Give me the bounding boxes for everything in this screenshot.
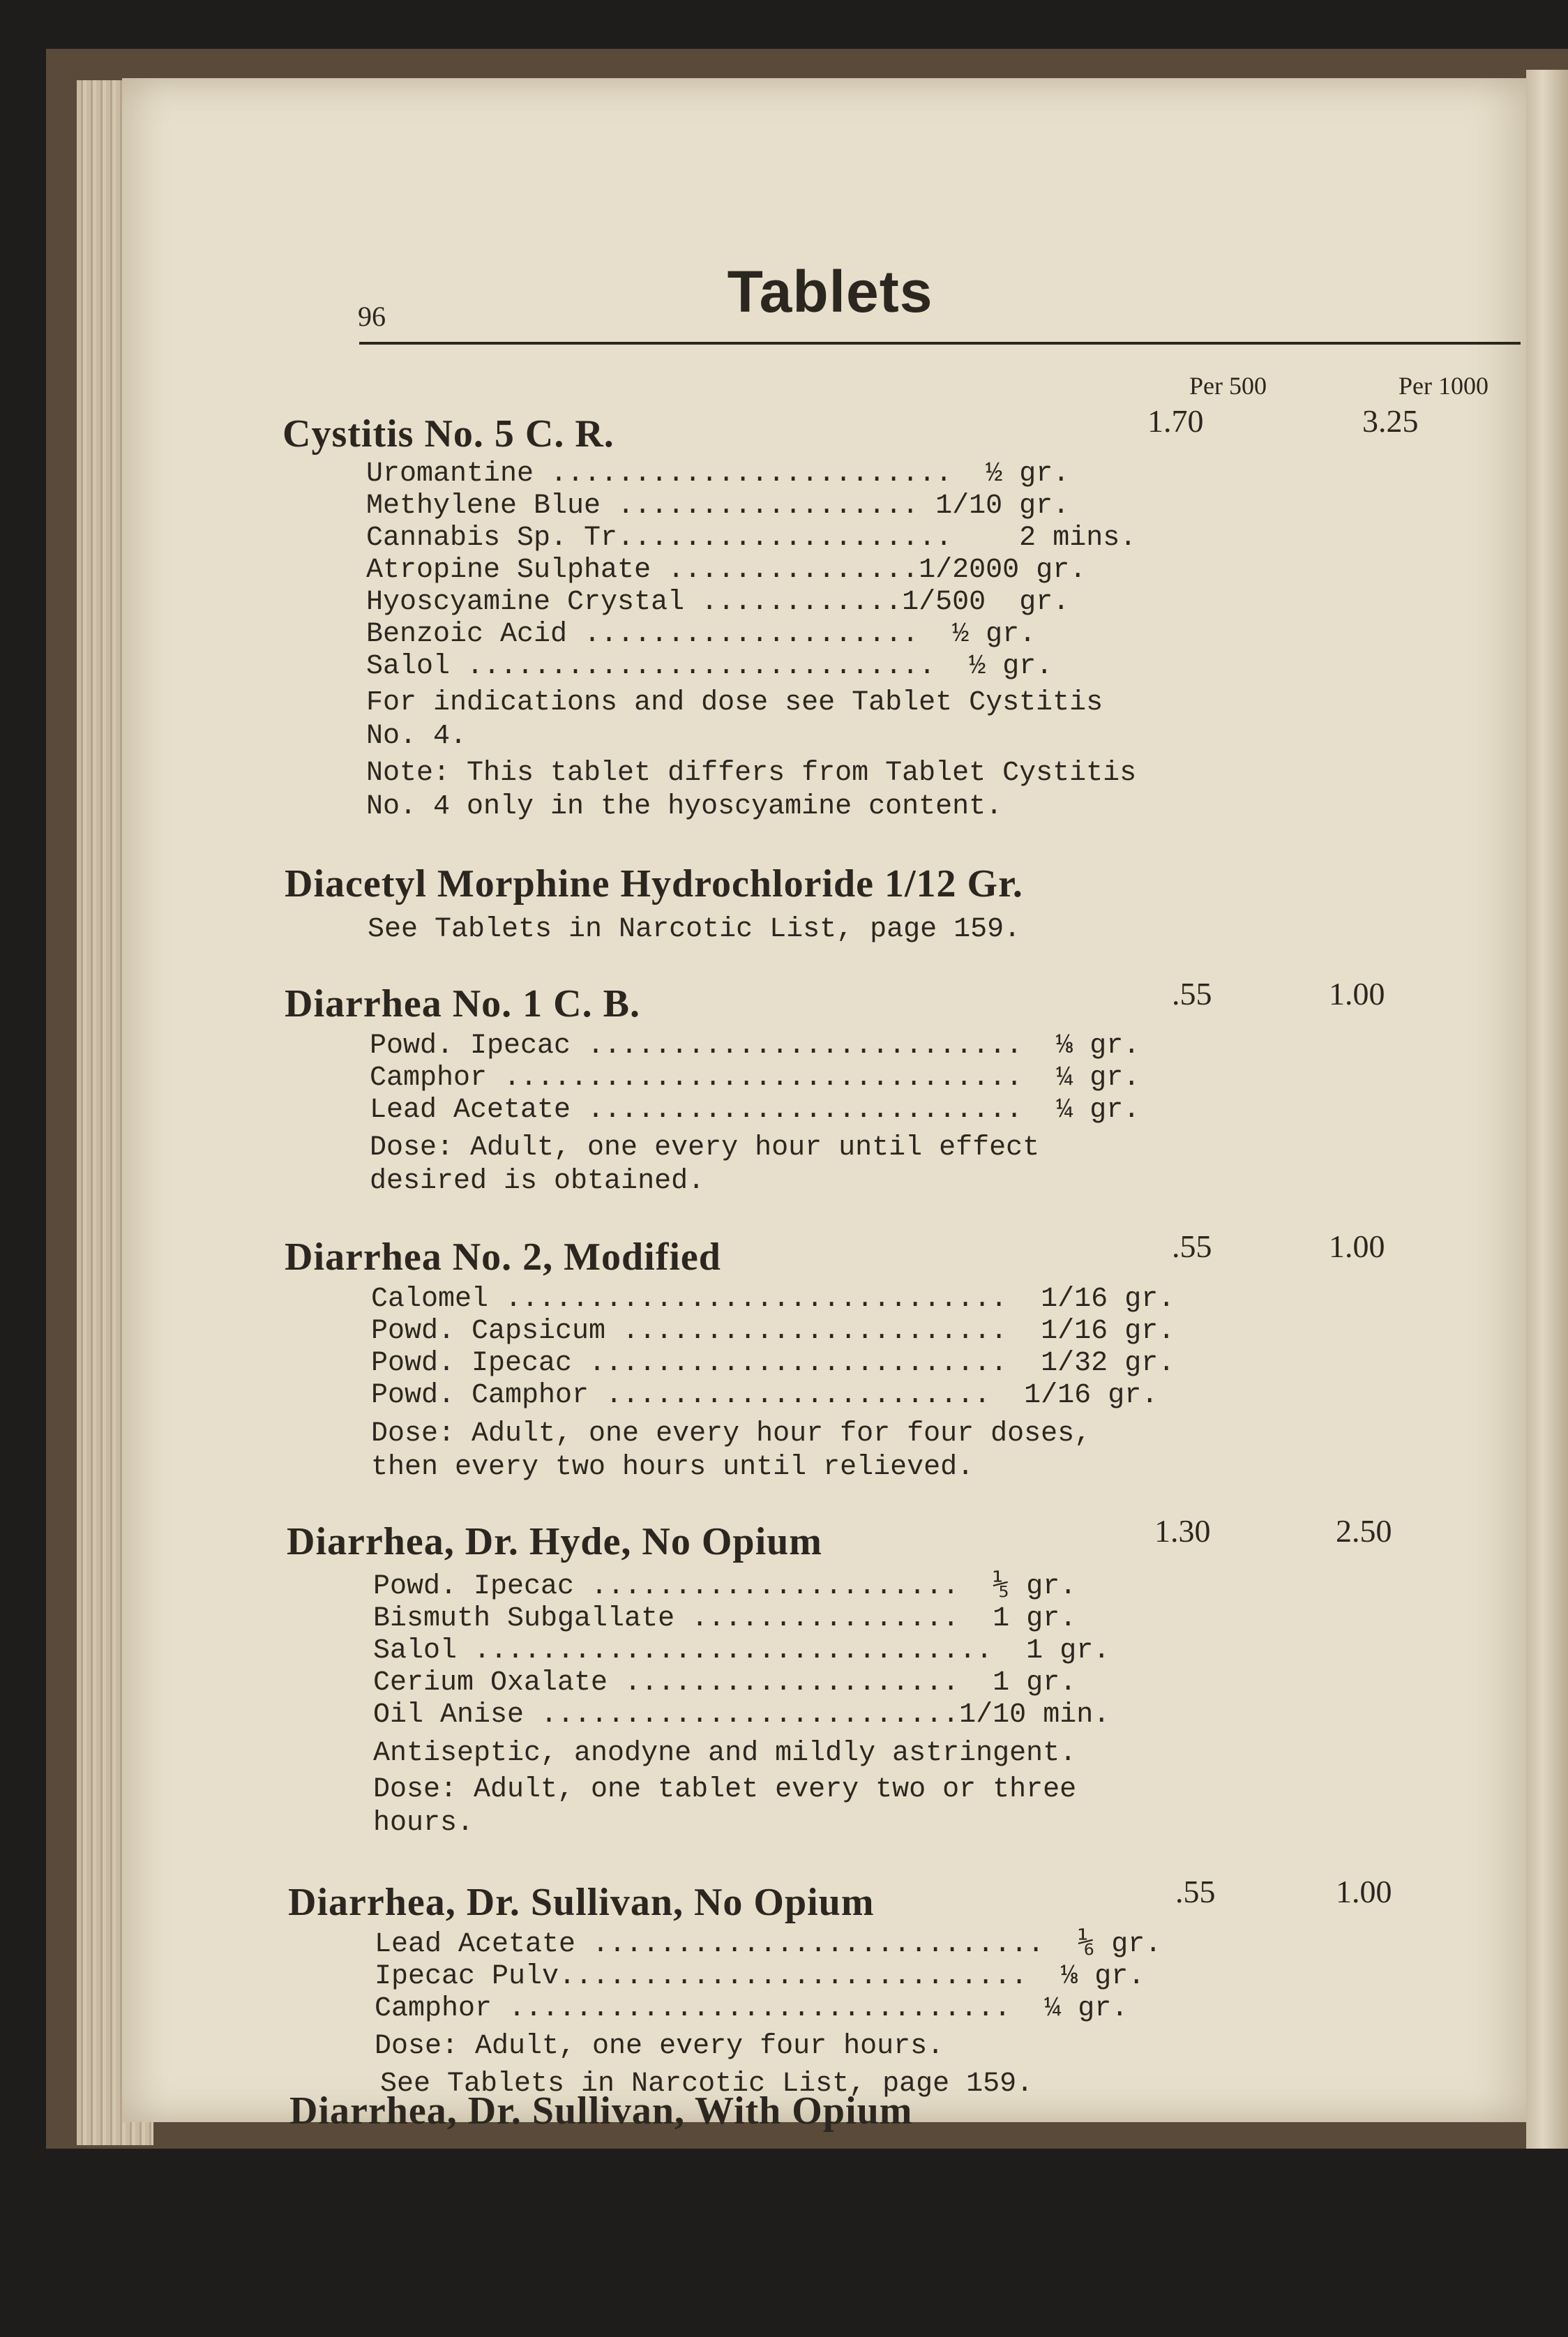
entry-note: Note: This tablet differs from Tablet Cystitis No. 4 only in the hyoscyamine content. [366, 758, 1137, 822]
entry-note: Dose: Adult, one every hour for four doses, then every two hours until relieved. [371, 1418, 1092, 1483]
entry-note: Dose: Adult, one every hour until effect desired is obtained. [370, 1132, 1040, 1197]
column-header-per500: Per 500 [1189, 372, 1267, 400]
ingredient-unit: gr. [1026, 1667, 1077, 1699]
ingredient-unit: gr. [1019, 490, 1070, 522]
ingredient-name: Calomel [371, 1284, 489, 1315]
ingredient-name: Camphor [375, 1993, 492, 2024]
entry-note: Dose: Adult, one tablet every two or three hours. [373, 1774, 1077, 1839]
ingredient-name: Camphor [370, 1062, 488, 1094]
ingredient-name: Salol [366, 651, 451, 682]
header-rule [359, 342, 1521, 345]
ingredient-unit: gr. [1060, 1635, 1110, 1667]
ingredient-line: Uromantine ........................ ½ gr. [366, 458, 1070, 490]
ingredient-unit: min. [1043, 1699, 1110, 1731]
entry-note: Antiseptic, anodyne and mildly astringent. [373, 1738, 1077, 1769]
ingredient-amount: 1/32 [1041, 1348, 1108, 1379]
entry-title: Diarrhea, Dr. Sullivan, With Opium [289, 2089, 913, 2133]
page-title: Tablets [727, 259, 933, 324]
ingredient-amount: 1/16 [1041, 1284, 1108, 1315]
price-per500: .55 [1172, 976, 1212, 1012]
ingredient-unit: gr. [1026, 1571, 1077, 1602]
ingredient-unit: gr. [1019, 458, 1070, 490]
ingredient-unit: gr. [1019, 587, 1070, 618]
price-per1000: 1.00 [1329, 976, 1385, 1012]
entry-title: Cystitis No. 5 C. R. [282, 412, 615, 456]
price-per500: .55 [1172, 1228, 1212, 1264]
ingredient-unit: gr. [1124, 1348, 1175, 1379]
ingredient-unit: gr. [1111, 1929, 1162, 1960]
price-per1000: 1.00 [1329, 1228, 1385, 1264]
ingredient-amount: ¼ [1044, 1993, 1062, 2024]
ingredient-line: Atropine Sulphate ...............1/2000 gr. [366, 555, 1087, 586]
ingredient-name: Powd. Ipecac [373, 1571, 575, 1602]
book-page [122, 78, 1538, 2133]
ingredient-amount: 1/2000 [919, 555, 1020, 586]
ingredient-line: Calomel .............................. 1/16 gr. [371, 1284, 1175, 1315]
ingredient-amount: 1 [993, 1667, 1010, 1699]
ingredient-amount: ⅛ [1056, 1030, 1073, 1062]
ingredient-unit: gr. [1026, 1603, 1077, 1635]
ingredient-amount: ½ [952, 619, 970, 650]
entry-title: Diarrhea, Dr. Hyde, No Opium [287, 1520, 822, 1563]
ingredient-amount: ¼ [1056, 1095, 1073, 1126]
ingredient-amount: ⅛ [1061, 1961, 1078, 1992]
entry-note: Dose: Adult, one every four hours. [375, 2031, 944, 2062]
price-per1000: 1.00 [1336, 1874, 1392, 1909]
ingredient-name: Powd. Camphor [371, 1380, 589, 1411]
ingredient-name: Powd. Ipecac [370, 1030, 571, 1062]
ingredient-line: Powd. Camphor ....................... 1/16 gr. [371, 1380, 1159, 1411]
ingredient-line: Camphor ............................... ¼ gr. [370, 1062, 1140, 1094]
ingredient-name: Cerium Oxalate [373, 1667, 608, 1699]
ingredient-amount: ⅕ [993, 1571, 1010, 1602]
book-gutter [1526, 70, 1568, 2149]
ingredient-amount: 1/10 [959, 1699, 1027, 1731]
entry-title: Diacetyl Morphine Hydrochloride 1/12 Gr. [285, 862, 1023, 906]
ingredient-amount: ½ [969, 651, 986, 682]
ingredient-line: Cerium Oxalate .................... 1 gr. [373, 1667, 1077, 1699]
ingredient-line: Hyoscyamine Crystal ............1/500 gr. [366, 587, 1070, 618]
column-header-per1000: Per 1000 [1399, 372, 1488, 400]
ingredient-amount: 1/16 [1024, 1380, 1092, 1411]
price-per500: .55 [1175, 1874, 1216, 1909]
ingredient-unit: gr. [1090, 1030, 1140, 1062]
ingredient-unit: gr. [1002, 651, 1053, 682]
ingredient-line: Oil Anise .........................1/10 min. [373, 1699, 1110, 1731]
ingredient-unit: gr. [1124, 1284, 1175, 1315]
ingredient-amount: ¼ [1056, 1062, 1073, 1094]
page-number: 96 [358, 301, 386, 332]
ingredient-amount: 1 [1026, 1635, 1043, 1667]
ingredient-unit: gr. [1094, 1961, 1145, 1992]
ingredient-name: Powd. Capsicum [371, 1316, 606, 1347]
ingredient-amount: 2 [1019, 523, 1036, 554]
ingredient-line: Methylene Blue .................. 1/10 gr. [366, 490, 1070, 522]
ingredient-line: Powd. Capsicum ....................... 1/16 gr. [371, 1316, 1175, 1347]
ingredient-unit: gr. [1078, 1993, 1129, 2024]
ingredient-name: Powd. Ipecac [371, 1348, 573, 1379]
ingredient-line: Salol ............................ ½ gr. [366, 651, 1053, 682]
entry-note: For indications and dose see Tablet Cystitis No. 4. [366, 687, 1103, 752]
ingredient-name: Atropine Sulphate [366, 555, 651, 586]
ingredient-name: Hyoscyamine Crystal [366, 587, 685, 618]
ingredient-line: Bismuth Subgallate ................ 1 gr. [373, 1603, 1077, 1635]
ingredient-name: Bismuth Subgallate [373, 1603, 675, 1635]
ingredient-unit: gr. [1108, 1380, 1159, 1411]
ingredient-name: Uromantine [366, 458, 534, 490]
entry-title: Diarrhea, Dr. Sullivan, No Opium [288, 1881, 875, 1924]
price-per1000: 3.25 [1362, 403, 1419, 439]
ingredient-name: Lead Acetate [370, 1095, 571, 1126]
ingredient-line: Benzoic Acid .................... ½ gr. [366, 619, 1036, 650]
ingredient-amount: ⅙ [1078, 1929, 1095, 1960]
ingredient-name: Benzoic Acid [366, 619, 568, 650]
ingredient-name: Cannabis Sp. Tr. [366, 523, 635, 554]
ingredient-amount: 1/500 [902, 587, 986, 618]
ingredient-unit: gr. [1124, 1316, 1175, 1347]
ingredient-name: Lead Acetate [375, 1929, 576, 1960]
price-per500: 1.30 [1154, 1513, 1211, 1549]
ingredient-name: Oil Anise [373, 1699, 525, 1731]
ingredient-unit: gr. [986, 619, 1036, 650]
ingredient-name: Ipecac Pulv. [375, 1961, 576, 1992]
ingredient-amount: 1 [993, 1603, 1010, 1635]
ingredient-line: Cannabis Sp. Tr.................... 2 mins. [366, 523, 1137, 554]
ingredient-unit: mins. [1053, 523, 1137, 554]
ingredient-line: Powd. Ipecac .......................... ⅛ gr. [370, 1030, 1140, 1062]
ingredient-line: Camphor .............................. ¼ gr. [375, 1993, 1129, 2024]
see-reference: See Tablets in Narcotic List, page 159. [368, 914, 1021, 945]
ingredient-name: Salol [373, 1635, 458, 1667]
price-per500: 1.70 [1147, 403, 1204, 439]
entry-title: Diarrhea No. 1 C. B. [285, 982, 640, 1025]
ingredient-unit: gr. [1090, 1095, 1140, 1126]
ingredient-unit: gr. [1090, 1062, 1140, 1094]
ingredient-line: Powd. Ipecac ...................... ⅕ gr. [373, 1571, 1077, 1602]
ingredient-line: Powd. Ipecac ......................... 1/32 gr. [371, 1348, 1175, 1379]
ingredient-name: Methylene Blue [366, 490, 601, 522]
ingredient-line: Lead Acetate .......................... ¼ gr. [370, 1095, 1140, 1126]
ingredient-amount: ½ [986, 458, 1003, 490]
ingredient-line: Ipecac Pulv............................ ⅛ gr. [375, 1961, 1145, 1992]
ingredient-amount: 1/10 [935, 490, 1003, 522]
ingredient-line: Lead Acetate ........................... ⅙ gr. [375, 1929, 1162, 1960]
entry-title: Diarrhea No. 2, Modified [285, 1235, 721, 1279]
price-per1000: 2.50 [1336, 1513, 1392, 1549]
ingredient-line: Salol ............................... 1 gr. [373, 1635, 1110, 1667]
ingredient-unit: gr. [1036, 555, 1087, 586]
ingredient-amount: 1/16 [1041, 1316, 1108, 1347]
see-reference: See Tablets in Narcotic List, page 159. [380, 2068, 1034, 2100]
